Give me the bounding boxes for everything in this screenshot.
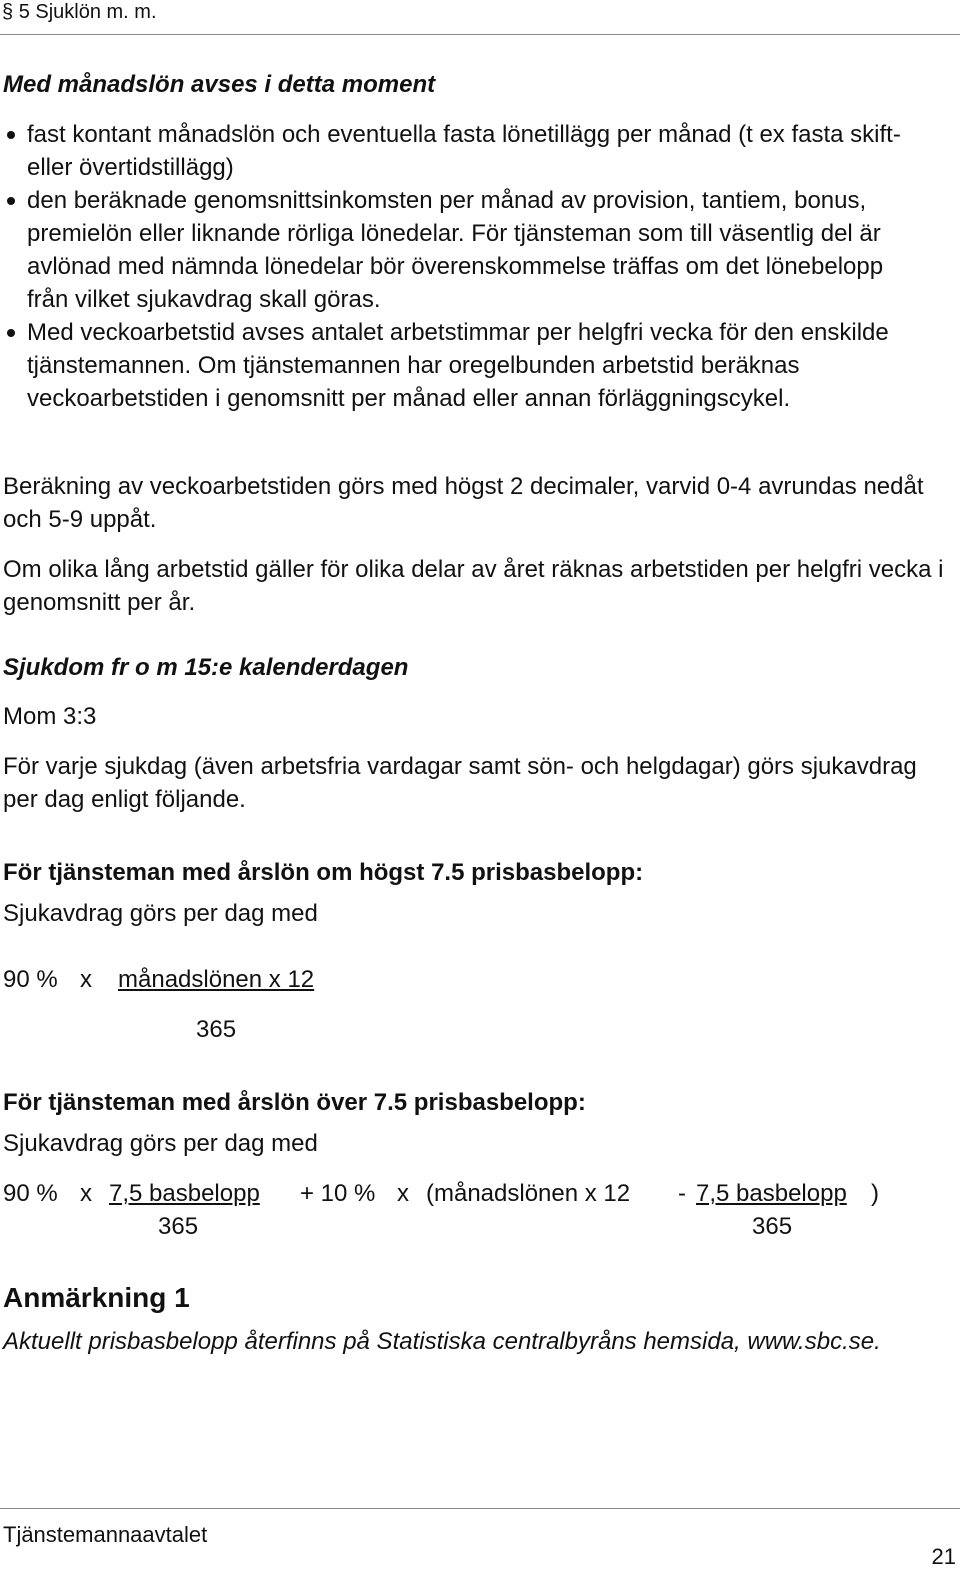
list-item-text: Med veckoarbetstid avses antalet arbetstimmar per helgfri vecka för den enskilde tjänstemannen. Om tjänstemannen har oregelbunden arbetstid beräknas veckoarbetstiden i genomsnitt per månad eller annan förläggningscykel.: [27, 319, 889, 412]
formula-numerator-basbelopp: 7,5 basbelopp: [109, 1180, 260, 1207]
header-section-title: 5 Sjuklön m. m.: [18, 1, 157, 23]
formula-numerator-basbelopp-2: 7,5 basbelopp: [696, 1180, 847, 1207]
header-rule: [0, 34, 960, 35]
case1-text: Sjukavdrag görs per dag med: [3, 900, 318, 927]
list-item-text: den beräknade genomsnittsinkomsten per månad av provision, tantiem, bonus, premielön eller liknande rörliga lönedelar. För tjänsteman som till väsentlig del är avlönad med nämnda lönedelar bör överenskommelse träffas om det lönebelopp från vilket sjukavdrag skall göras.: [27, 187, 884, 313]
intro-heading: Med månadslön avses i detta moment: [3, 71, 436, 98]
formula-denominator: 365: [196, 1016, 237, 1043]
footer-title: Tjänstemannaavtalet: [3, 1522, 208, 1547]
bullet-icon: [7, 329, 15, 337]
list-item: [3, 316, 923, 415]
formula-plus-percent: + 10 %: [300, 1180, 376, 1207]
formula-times: x: [80, 1180, 92, 1207]
formula-times: x: [80, 966, 92, 993]
note-text: Aktuellt prisbasbelopp återfinns på Statistiska centralbyråns hemsida, www.sbc.se.: [3, 1328, 881, 1355]
formula-percent: 90 %: [3, 966, 58, 993]
page-number: 21: [931, 1544, 956, 1569]
list-item: [3, 184, 923, 316]
formula-minus: -: [678, 1180, 686, 1207]
bullet-icon: [7, 131, 15, 139]
formula-open-paren: (månadslönen x 12: [426, 1180, 631, 1207]
formula-percent: 90 %: [3, 1180, 58, 1207]
footer-rule: [0, 1508, 960, 1509]
list-item: [3, 118, 923, 184]
each-day-paragraph: För varje sjukdag (även arbetsfria vardagar samt sön- och helgdagar) görs sjukavdrag per dag enligt följande.: [3, 753, 917, 813]
formula-denominator-1: 365: [158, 1213, 199, 1240]
case1-heading: För tjänsteman med årslön om högst 7.5 prisbasbelopp:: [3, 859, 644, 886]
mom-label: Mom 3:3: [3, 703, 97, 730]
list-item-text: fast kontant månadslön och eventuella fasta lönetillägg per månad (t ex fasta skift- eller övertidstillägg): [27, 121, 901, 181]
sick-heading: Sjukdom fr o m 15:e kalenderdagen: [3, 654, 409, 681]
rounding-paragraph: Beräkning av veckoarbetstiden görs med högst 2 decimaler, varvid 0-4 avrundas nedåt och 5-9 uppåt.: [3, 473, 924, 533]
formula-denominator-2: 365: [752, 1213, 793, 1240]
section-sign-icon: §: [2, 1, 14, 23]
case2-text: Sjukavdrag görs per dag med: [3, 1130, 318, 1157]
note-heading: Anmärkning 1: [3, 1282, 190, 1313]
definition-list: [3, 118, 923, 415]
formula-close-paren: ): [871, 1180, 879, 1207]
varying-hours-paragraph: Om olika lång arbetstid gäller för olika delar av året räknas arbetstiden per helgfri vecka i genomsnitt per år.: [3, 556, 944, 616]
running-header: [2, 0, 157, 24]
formula-numerator: månadslönen x 12: [118, 966, 315, 993]
formula-times-2: x: [397, 1180, 409, 1207]
case2-heading: För tjänsteman med årslön över 7.5 prisbasbelopp:: [3, 1089, 586, 1116]
bullet-icon: [7, 197, 15, 205]
